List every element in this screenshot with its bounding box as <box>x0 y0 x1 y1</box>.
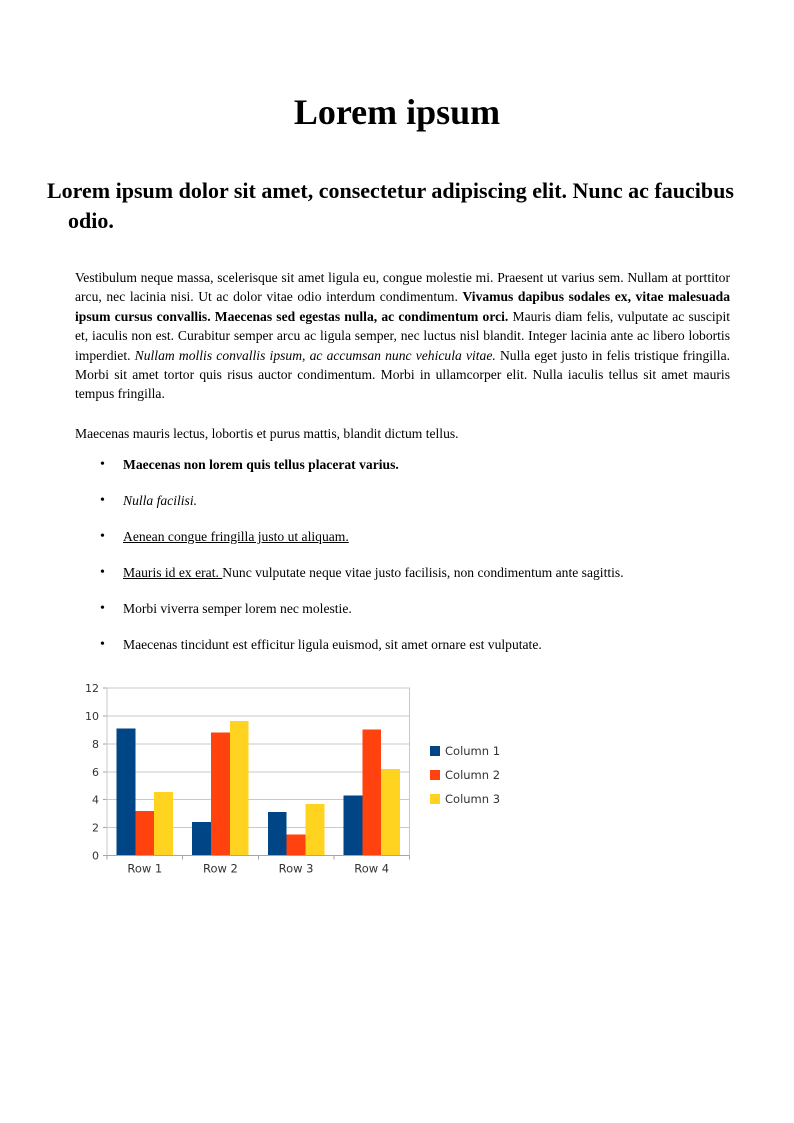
legend-swatch <box>430 770 440 780</box>
y-tick-label: 12 <box>85 682 99 695</box>
text-run-bold: Vivamus dapibus sodales ex, vitae malesuada ipsum cursus convallis. Maecenas sed egestas nulla, ac condimentum orci. <box>75 289 730 324</box>
legend-swatch <box>430 794 440 804</box>
text-run-normal: Nunc vulputate neque vitae justo facilisis, non condimentum ante sagittis. <box>222 565 624 580</box>
bullet-text <box>123 637 542 652</box>
bar <box>362 730 381 856</box>
bar-chart-svg <box>75 678 545 890</box>
chart-legend <box>430 744 500 806</box>
body-paragraph-2: Maecenas mauris lectus, lobortis et purus mattis, blandit dictum tellus. <box>75 426 459 441</box>
bullet-item <box>100 564 732 581</box>
text-run-normal: Nulla eget justo in felis tristique fringilla. Morbi sit amet tortor quis risus auctor condimentum. Morbi in ullamcorper elit. Nulla iaculis tellus sit amet mauris tempus fringilla. <box>75 347 730 402</box>
text-run-normal: Mauris diam felis, vulputate ac suscipit et, iaculis non est. Curabitur semper arcu ac ligula semper, nec luctus nisl blandit. Integer lacinia ante ac libero lobortis imperdiet. <box>75 308 730 363</box>
bullet-item <box>100 600 732 617</box>
body-paragraph-1 <box>75 268 730 404</box>
y-tick-label: 8 <box>92 737 99 751</box>
text-run-normal: Vestibulum neque massa, scelerisque sit amet ligula eu, congue molestie mi. Praesent ut varius sem. Nullam at porttitor arcu, nec lacinia nisi. Ut ac dolor vitae odio interdum condimentum. <box>75 270 730 305</box>
bar <box>135 811 154 856</box>
bullet-text <box>123 529 349 544</box>
bullet-icon: • <box>100 457 105 472</box>
bar <box>381 769 400 856</box>
text-run-italic: Nulla facilisi. <box>123 493 198 508</box>
bar <box>154 792 173 855</box>
text-run-italic: Nullam mollis convallis ipsum, ac accumsan nunc vehicula vitae. <box>134 347 500 363</box>
text-run-normal: Maecenas tincidunt est efficitur ligula euismod, sit amet ornare est vulputate. <box>123 637 542 652</box>
text-run-bold: Maecenas non lorem quis tellus placerat varius. <box>123 457 399 472</box>
y-tick-label: 10 <box>85 709 99 723</box>
bar <box>268 812 287 855</box>
bar <box>117 728 136 855</box>
y-tick-label: 2 <box>92 821 99 835</box>
bar <box>343 795 362 855</box>
bullet-icon: • <box>100 529 105 544</box>
legend-label: Column 2 <box>445 768 501 782</box>
y-tick-label: 4 <box>92 793 99 807</box>
text-run-underline: Mauris id ex erat. <box>123 565 223 580</box>
bar <box>211 733 230 856</box>
x-category-label: Row 4 <box>354 861 390 876</box>
bullet-item <box>100 492 732 509</box>
document-heading: Lorem ipsum dolor sit amet, consectetur adipiscing elit. Nunc ac faucibus odio. <box>47 178 734 233</box>
bullet-list <box>100 456 732 672</box>
bar <box>287 835 306 856</box>
bullet-icon: • <box>100 601 105 616</box>
x-category-label: Row 3 <box>278 861 314 876</box>
document-title: Lorem ipsum <box>293 92 501 132</box>
bullet-icon: • <box>100 637 105 652</box>
bullet-item <box>100 456 732 473</box>
bullet-text <box>123 457 399 472</box>
legend-label: Column 3 <box>445 792 501 806</box>
x-category-label: Row 2 <box>202 861 238 876</box>
embedded-bar-chart <box>75 678 545 890</box>
bullet-item <box>100 636 732 653</box>
legend-swatch <box>430 746 440 756</box>
legend-label: Column 1 <box>445 744 501 758</box>
text-run-normal: Morbi viverra semper lorem nec molestie. <box>123 601 352 616</box>
y-tick-label: 6 <box>92 765 99 779</box>
bullet-text <box>123 493 197 508</box>
bullet-item <box>100 528 732 545</box>
bullet-icon: • <box>100 565 105 580</box>
bullet-text <box>123 565 624 580</box>
bar <box>192 822 211 856</box>
y-tick-label: 0 <box>92 849 99 863</box>
x-category-label: Row 1 <box>127 861 163 876</box>
bar <box>305 804 324 856</box>
bullet-icon: • <box>100 493 105 508</box>
bullet-text <box>123 601 352 616</box>
text-run-underline: Aenean congue fringilla justo ut aliquam. <box>123 529 349 544</box>
bar <box>230 721 249 856</box>
